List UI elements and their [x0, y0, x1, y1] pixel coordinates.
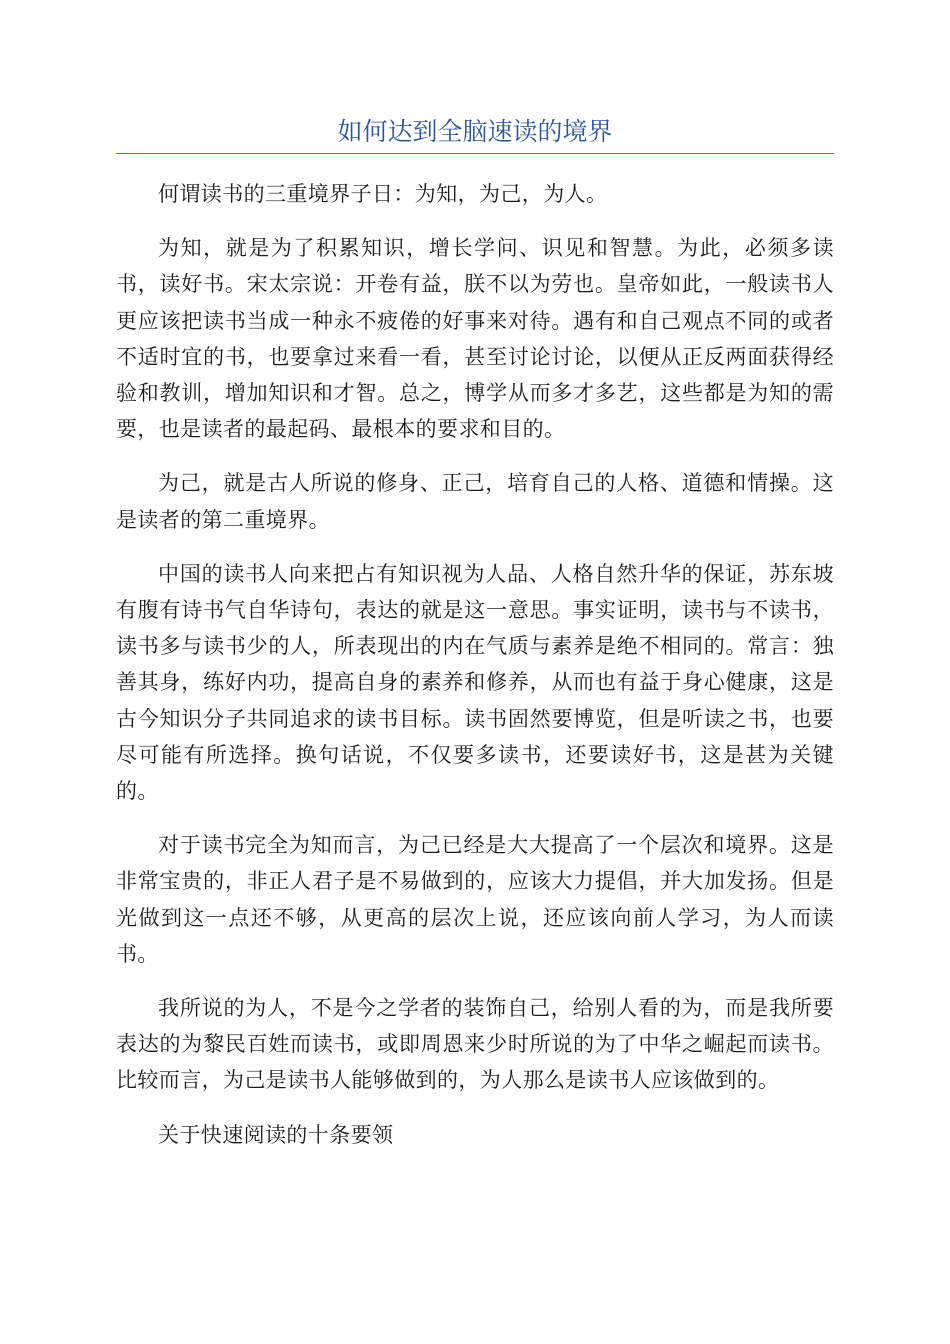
- section-heading: 关于快速阅读的十条要领: [158, 1122, 394, 1147]
- paragraph: 对于读书完全为知而言，为己已经是大大提高了一个层次和境界。这是非常宝贵的，非正人君子是不易做到的，应该大力提倡，并大加发扬。但是光做到这一点还不够，从更高的层次上说，还应该向前人学习，为人而读书。: [116, 833, 834, 966]
- paragraph: 中国的读书人向来把占有知识视为人品、人格自然升华的保证，苏东坡有腹有诗书气自华诗句，表达的就是这一意思。事实证明，读书与不读书，读书多与读书少的人，所表现出的内在气质与素养是绝不相同的。常言：独善其身，练好内功，提高自身的素养和修养，从而也有益于身心健康，这是古今知识分子共同追求的读书目标。读书固然要博览，但是听读之书，也要尽可能有所选择。换句话说，不仅要多读书，还要读好书，这是甚为关键的。: [116, 561, 834, 804]
- paragraph: 何谓读书的三重境界子日：为知，为己，为人。: [158, 182, 608, 206]
- title-underline: [116, 153, 834, 154]
- paragraph: 为己，就是古人所说的修身、正己，培育自己的人格、道德和情操。这是读者的第二重境界。: [116, 471, 834, 532]
- paragraph: 我所说的为人，不是今之学者的装饰自己，给别人看的为，而是我所要表达的为黎民百姓而读书，或即周恩来少时所说的为了中华之崛起而读书。比较而言，为己是读书人能够做到的，为人那么是读书人应该做到的。: [116, 996, 834, 1093]
- paragraph: 为知，就是为了积累知识，增长学问、识见和智慧。为此，必须多读书，读好书。宋太宗说：开卷有益，朕不以为劳也。皇帝如此，一般读书人更应该把读书当成一种永不疲倦的好事来对待。遇有和自己观点不同的或者不适时宜的书，也要拿过来看一看，甚至讨论讨论，以便从正反两面获得经验和教训，增加知识和才智。总之，博学从而多才多艺，这些都是为知的需要，也是读者的最起码、最根本的要求和目的。: [116, 236, 834, 442]
- document-title: 如何达到全脑速读的境界: [337, 117, 613, 146]
- document-body: [116, 176, 834, 1171]
